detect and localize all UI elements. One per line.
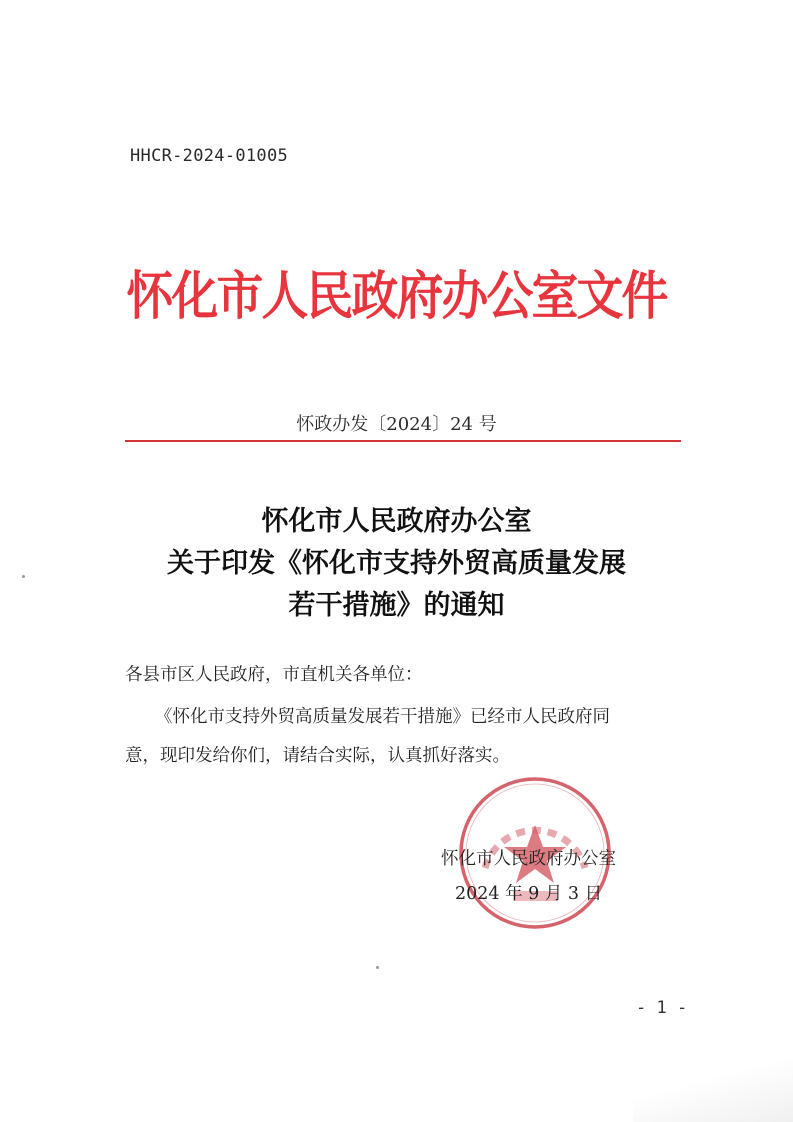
- scan-speck: [22, 575, 25, 578]
- page-number: - 1 -: [636, 998, 688, 1018]
- title-line-2: 关于印发《怀化市支持外贸高质量发展: [167, 548, 626, 579]
- addressee-line: 各县市区人民政府，市直机关各单位：: [125, 665, 423, 685]
- document-number: 怀政办发〔2024〕24 号: [296, 414, 497, 435]
- page-corner-shadow: [633, 1052, 793, 1122]
- masthead-title: 怀化市人民政府办公室文件: [126, 267, 667, 327]
- issue-date: 2024 年 9 月 3 日: [455, 884, 603, 904]
- issuer-name: 怀化市人民政府办公室: [441, 849, 616, 869]
- title-line-1: 怀化市人民政府办公室: [261, 506, 532, 537]
- red-divider-rule: [125, 440, 681, 442]
- title-line-3: 若干措施》的通知: [288, 590, 505, 621]
- document-code: HHCR-2024-01005: [130, 146, 289, 166]
- body-line-1: 《怀化市支持外贸高质量发展若干措施》已经市人民政府同: [155, 707, 610, 727]
- scan-speck: [376, 966, 379, 969]
- body-line-2: 意，现印发给你们，请结合实际，认真抓好落实。: [125, 746, 510, 766]
